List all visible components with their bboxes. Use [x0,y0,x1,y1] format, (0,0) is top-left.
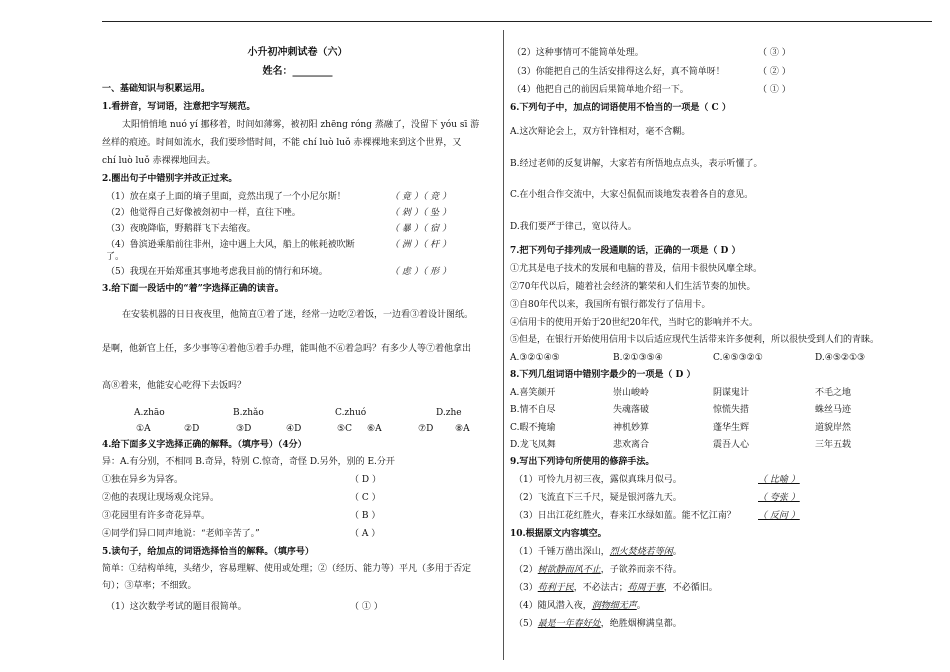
q3-option-a: A.zhāo [134,408,165,418]
q3-para-3: 高⑧着来，他能安心吃得下去饭吗？ [102,381,247,391]
q2-answer-3: （ 暴 ）（ 宿 ） [390,224,451,234]
q5-answer-3: （ ② ） [758,67,791,77]
q5-definition-1: 简单：①结构单纯，头绪少，容易理解、使用或处理；②（经历、能力等）平凡（多用于否定 [102,564,472,574]
q2-item-1: （1）放在桌子上面的墒子里面，竞然出现了一个小尼尔斯！ [106,192,346,202]
q5-item-4: （4）他把自己的前因后果简单地介绍一下。 [512,85,689,95]
q7-option-c: C.④⑤③②① [713,353,763,363]
q8-cell: C.暇不掩瑜 [510,423,556,433]
q10-item-4 [514,600,646,612]
column-divider [503,30,504,660]
q2-stem: 2.圈出句子中错别字并改正过来。 [102,174,238,184]
q10-text: ，不必循旧。 [663,583,718,593]
q9-answer-2: （ 夸张 ） [758,493,800,503]
q6-option-c: C.在小组合作交流中，大家신侃侃而谈地发表着各自的意见。 [510,190,754,200]
q6-option-a: A.这次辩论会上，双方针锋相对，毫不含糊。 [510,127,691,137]
q2-item-4: （4）鲁滨逊乘船前往非州，途中遇上大风，船上的帐耗被吹断 [106,240,355,250]
q8-cell: 蓬华生辉 [713,423,750,433]
q3-stem: 3.给下面一段话中的“着”字选择正确的读音。 [102,284,284,294]
q5-stem: 5.读句子，给加点的词语选择恰当的解释。（填序号） [102,547,314,557]
q8-cell: A.喜笑颜开 [510,388,556,398]
q7-option-d: D.④⑤②①③ [815,353,866,363]
q4-stem: 4.给下面多义字选择正确的解释。（填序号）（4分） [102,440,307,450]
q2-answer-5: （ 虑 ）（ 形 ） [390,267,451,277]
q2-item-2: （2）他觉得自己好像被刽初中一样，直往下唑。 [106,208,301,218]
q10-text: （1）千锤万凿出深山， [514,547,610,557]
q10-item-3 [514,582,718,594]
q2-answer-2: （ 剁 ）（ 坠 ） [390,208,451,218]
q10-fill: 最是一年春好处 [537,619,601,629]
q10-stem: 10.根据原文内容填空。 [510,529,607,539]
q10-item-5 [514,618,682,630]
q8-cell: 震吾人心 [713,440,750,450]
q5-answer-1: （ ① ） [350,602,383,612]
q4-item-1: ①独在异乡为异客。 [102,475,184,485]
q8-cell: 三年五载 [815,440,852,450]
q3-answer: ②D [184,424,200,434]
q7-sentence-5: ⑤但是，在银行开始使用信用卡以后适应现代生活带来许多便利，所以很快受到人们的青睐。 [510,335,880,345]
q7-sentence-3: ③自80年代以来，我国所有银行都发行了信用卡。 [510,300,711,310]
q7-option-b: B.②①③⑤④ [613,353,663,363]
q3-answer: ⑦D [418,424,434,434]
q1-para-2: 丝样的痕迹。时间如流水，我们要珍惜时间，不能 chí luò luǒ 赤裸裸地来到这个世界，又 [102,138,462,148]
q7-sentence-2: ②70年代以后，随着社会经济的繁荣和人们生活节奏的加快。 [510,282,756,292]
q4-answer-3: （ B ） [350,511,381,521]
q7-stem: 7.把下列句子排列成一段通顺的话，正确的一项是（ D ） [510,246,741,256]
q8-cell: 蛛丝马迹 [815,405,852,415]
q3-answer: ⑧A [455,424,470,434]
q7-sentence-4: ④信用卡的使用开始于20世纪20年代，当时它的影响并不大。 [510,318,758,328]
q10-text: （2） [514,565,538,575]
exam-title: 小升初冲刺试卷（六） [247,47,348,58]
q10-fill: 苟利于民 [537,583,574,593]
q10-text: 。 [672,547,682,557]
q10-text: （3） [514,583,538,593]
q8-cell: D.龙飞凤舞 [510,440,556,450]
q3-option-d: D.zhe [436,408,462,418]
q10-text: ，绝胜烟柳满皇都。 [600,619,682,629]
q1-para-3: chí luò luǒ 赤裸裸地回去。 [102,156,216,166]
q10-text: ，子欲养而亲不待。 [600,565,682,575]
q10-fill: 润物细无声 [591,601,637,611]
q3-para-1: 在安装机器的日日夜夜里，他简直①着了迷，经常一边吃②着饭，一边看③着设计图纸。 [122,310,474,320]
q3-option-c: C.zhuó [335,408,367,418]
q8-cell: 悲欢离合 [613,440,650,450]
q10-fill: 树欲静而风不止 [537,565,601,575]
q3-answer: ③D [236,424,252,434]
q1-para-1: 太阳悄悄地 nuó yí 挪移着，时间如薄雾，被初阳 zhēng róng 蒸融了，没留下 yóu sī 游 [122,120,480,130]
q4-answer-2: （ C ） [350,493,381,503]
q4-item-2: ②他的表现让现场观众诧异。 [102,493,220,503]
q4-item-4: ④同学们异口同声地说：“老师辛苦了。” [102,529,260,539]
q2-item-3: （3）夜晚降临，野鹅群飞下去缩夜。 [106,224,256,234]
q10-fill: 烈火焚烧若等闲 [609,547,673,557]
q10-text: （4）随风潜入夜， [514,601,592,611]
q8-cell: 失魂落破 [613,405,650,415]
q7-option-a: A.③②①④⑤ [510,353,560,363]
q10-text: ，不必法古； [573,583,628,593]
q2-item-5: （5）我现在开始郑重其事地考虑我目前的情行和环境。 [106,267,328,277]
q5-definition-2: 句）；③草率；不细致。 [102,581,197,591]
q9-answer-3: （ 反问 ） [758,511,800,521]
q6-stem: 6.下列句子中，加点的词语使用不恰当的一项是（ C ） [510,103,731,113]
q8-cell: 崇山峻岭 [613,388,650,398]
q3-answer: ①A [136,424,151,434]
q9-item-2: （2）飞流直下三千尺，疑是银河落九天。 [514,493,682,503]
q7-sentence-1: ①尤其是电子技术的发展和电脑的普及，信用卡很快风靡全球。 [510,264,763,274]
q3-answer: ⑥A [367,424,382,434]
q6-option-d: D.我们要严于律己，宽以待人。 [510,222,637,232]
q9-item-3: （3）日出江花红胜火，春来江水绿如蓝。能不忆江南？ [514,511,736,521]
q6-option-b: B.经过老师的反复讲解，大家若有所悟地点点头，表示听懂了。 [510,159,763,169]
q10-text: 。 [636,601,646,611]
q2-answer-4: （ 洲 ）（ 杆 ） [390,240,451,250]
q8-cell: 阴谋鬼计 [713,388,750,398]
q4-answer-4: （ A ） [350,529,381,539]
q10-fill: 苟周于事 [627,583,664,593]
q8-cell: 惊慌失措 [713,405,750,415]
q3-option-b: B.zhǎo [233,408,264,418]
q5-item-1: （1）这次数学考试的题目很简单。 [106,602,247,612]
q5-item-2: （2）这种事情可不能简单处理。 [512,48,644,58]
q9-answer-1: （ 比喻 ） [758,475,800,485]
q3-para-2: 是啊，他新官上任，多少事等④着他⑤着手办理，能叫他不⑥着急吗？有多少人等⑦着他拿出 [102,344,472,354]
q8-cell: 不毛之地 [815,388,852,398]
q8-stem: 8.下列几组词语中错别字最少的一项是（ D ） [510,370,696,380]
q5-answer-4: （ ① ） [758,85,791,95]
q1-stem: 1.看拼音，写词语，注意把字写规范。 [102,102,256,112]
q3-answer: ④D [286,424,302,434]
q10-item-1 [514,546,682,558]
page-top-rule [102,21,932,22]
q8-cell: 道貌岸然 [815,423,852,433]
q8-cell: 神机妙算 [613,423,650,433]
q4-answer-1: （ D ） [350,475,381,485]
q9-item-1: （1）可怜九月初三夜，露似真珠月似弓。 [514,475,682,485]
q9-stem: 9.写出下列诗句所使用的修辞手法。 [510,457,655,467]
q3-answer: ⑤C [337,424,352,434]
q2-answer-1: （ 竟 ）（ 竞 ） [390,192,451,202]
q5-answer-2: （ ③ ） [758,48,791,58]
q4-definition: 异：A.有分别，不相同 B.奇异，特别 C.惊奇，奇怪 D.另外，别的 E.分开 [102,457,395,467]
q2-item-4-cont: 了。 [106,252,125,262]
name-field: 姓名：________ [262,66,333,77]
section-heading: 一、基础知识与积累运用。 [102,84,211,94]
q8-cell: B.情不自尽 [510,405,556,415]
q4-item-3: ③花园里有许多奇花异草。 [102,511,211,521]
q5-item-3: （3）你能把自己的生活安排得这么好，真不简单呀！ [512,67,725,77]
q10-item-2 [514,564,682,576]
q10-text: （5） [514,619,538,629]
